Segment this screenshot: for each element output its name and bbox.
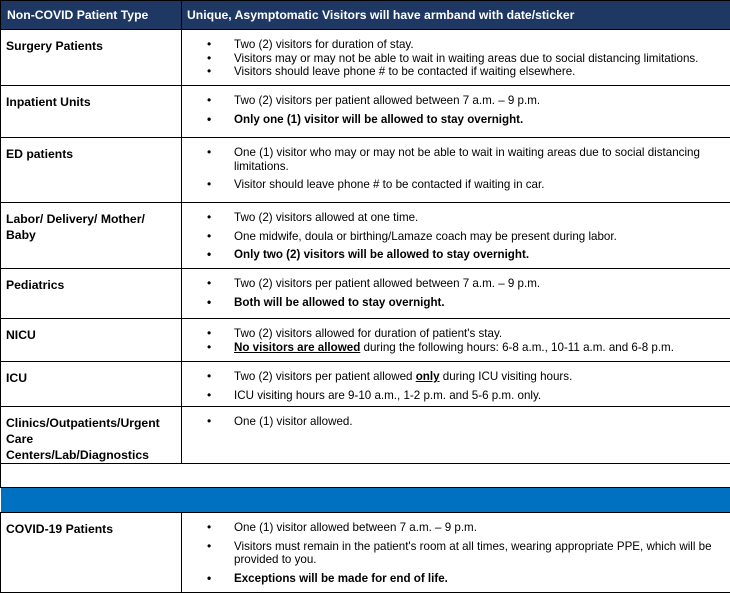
visitor-rules-cell [182, 30, 730, 86]
table-row-ed [1, 138, 730, 203]
rule-item: • Exceptions will be made for end of life. [182, 572, 722, 586]
table-header-row [1, 1, 730, 30]
rule-item: • Visitors may or may not be able to wait in waiting areas due to social distancing limitations. [182, 52, 722, 66]
table-spacer-row [1, 464, 730, 488]
visitor-rules-cell [182, 362, 730, 407]
section-divider [1, 488, 730, 513]
rule-item: • One (1) visitor who may or may not be able to wait in waiting areas due to social distancing limitations. [182, 146, 722, 173]
rule-item: • One midwife, doula or birthing/Lamaze coach may be present during labor. [182, 230, 722, 244]
visitor-rules-cell [182, 319, 730, 362]
rule-item: • Visitors should leave phone # to be contacted if waiting elsewhere. [182, 65, 722, 79]
patient-type-cell: ED patients [1, 138, 182, 203]
visitor-rules-cell [182, 269, 730, 319]
patient-type-cell: NICU [1, 319, 182, 362]
rule-item: • Two (2) visitors for duration of stay. [182, 38, 722, 52]
patient-type-cell: Pediatrics [1, 269, 182, 319]
visitor-rules-cell [182, 203, 730, 269]
rule-item: • Only one (1) visitor will be allowed to stay overnight. [182, 113, 722, 127]
visitor-rules-cell [182, 407, 730, 464]
patient-type-cell: ICU [1, 362, 182, 407]
visitor-rules-cell [182, 86, 730, 138]
rule-text: during the following hours: 6-8 a.m., 10-11 a.m. and 6-8 p.m. [360, 341, 674, 354]
rule-item: • Two (2) visitors per patient allowed between 7 a.m. – 9 p.m. [182, 277, 722, 291]
patient-type-cell: Inpatient Units [1, 86, 182, 138]
visitor-rules-header: Unique, Asymptomatic Visitors will have armband with date/sticker [182, 1, 730, 30]
rule-item [182, 370, 722, 384]
table-row-clinics [1, 407, 730, 464]
rule-item [182, 341, 722, 355]
rule-item: • ICU visiting hours are 9-10 a.m., 1-2 p.m. and 5-6 p.m. only. [182, 389, 722, 403]
patient-type-header: Non-COVID Patient Type [1, 1, 182, 30]
rule-item: • Two (2) visitors per patient allowed between 7 a.m. – 9 p.m. [182, 94, 722, 108]
divider-bar [1, 488, 730, 513]
visitor-rules-cell [182, 138, 730, 203]
rule-item: • One (1) visitor allowed. [182, 415, 722, 429]
emphasis-text: only [416, 370, 440, 383]
table-row-surgery [1, 30, 730, 86]
emphasis-text: No visitors are allowed [234, 341, 360, 354]
rule-item: • Both will be allowed to stay overnight. [182, 296, 722, 310]
table-row-nicu [1, 319, 730, 362]
spacer-cell [1, 464, 730, 488]
table-row-labor-delivery [1, 203, 730, 269]
patient-type-cell: Clinics/Outpatients/Urgent Care Centers/Lab/Diagnostics [1, 407, 182, 464]
rule-item: • Visitors must remain in the patient's room at all times, wearing appropriate PPE, which will be provided to you. [182, 540, 722, 567]
rule-item: • Two (2) visitors allowed at one time. [182, 211, 722, 225]
patient-type-cell: COVID-19 Patients [1, 513, 182, 593]
table-row-icu [1, 362, 730, 407]
rule-item: • Two (2) visitors allowed for duration of patient's stay. [182, 327, 722, 341]
rule-item: • Only two (2) visitors will be allowed to stay overnight. [182, 248, 722, 262]
rule-text: Two (2) visitors per patient allowed [234, 370, 416, 383]
table-row-inpatient [1, 86, 730, 138]
rule-item: • Visitor should leave phone # to be contacted if waiting in car. [182, 178, 722, 192]
patient-type-cell: Labor/ Delivery/ Mother/ Baby [1, 203, 182, 269]
rule-item: • One (1) visitor allowed between 7 a.m. – 9 p.m. [182, 521, 722, 535]
patient-type-cell: Surgery Patients [1, 30, 182, 86]
rule-text: during ICU visiting hours. [440, 370, 573, 383]
table-row-pediatrics [1, 269, 730, 319]
